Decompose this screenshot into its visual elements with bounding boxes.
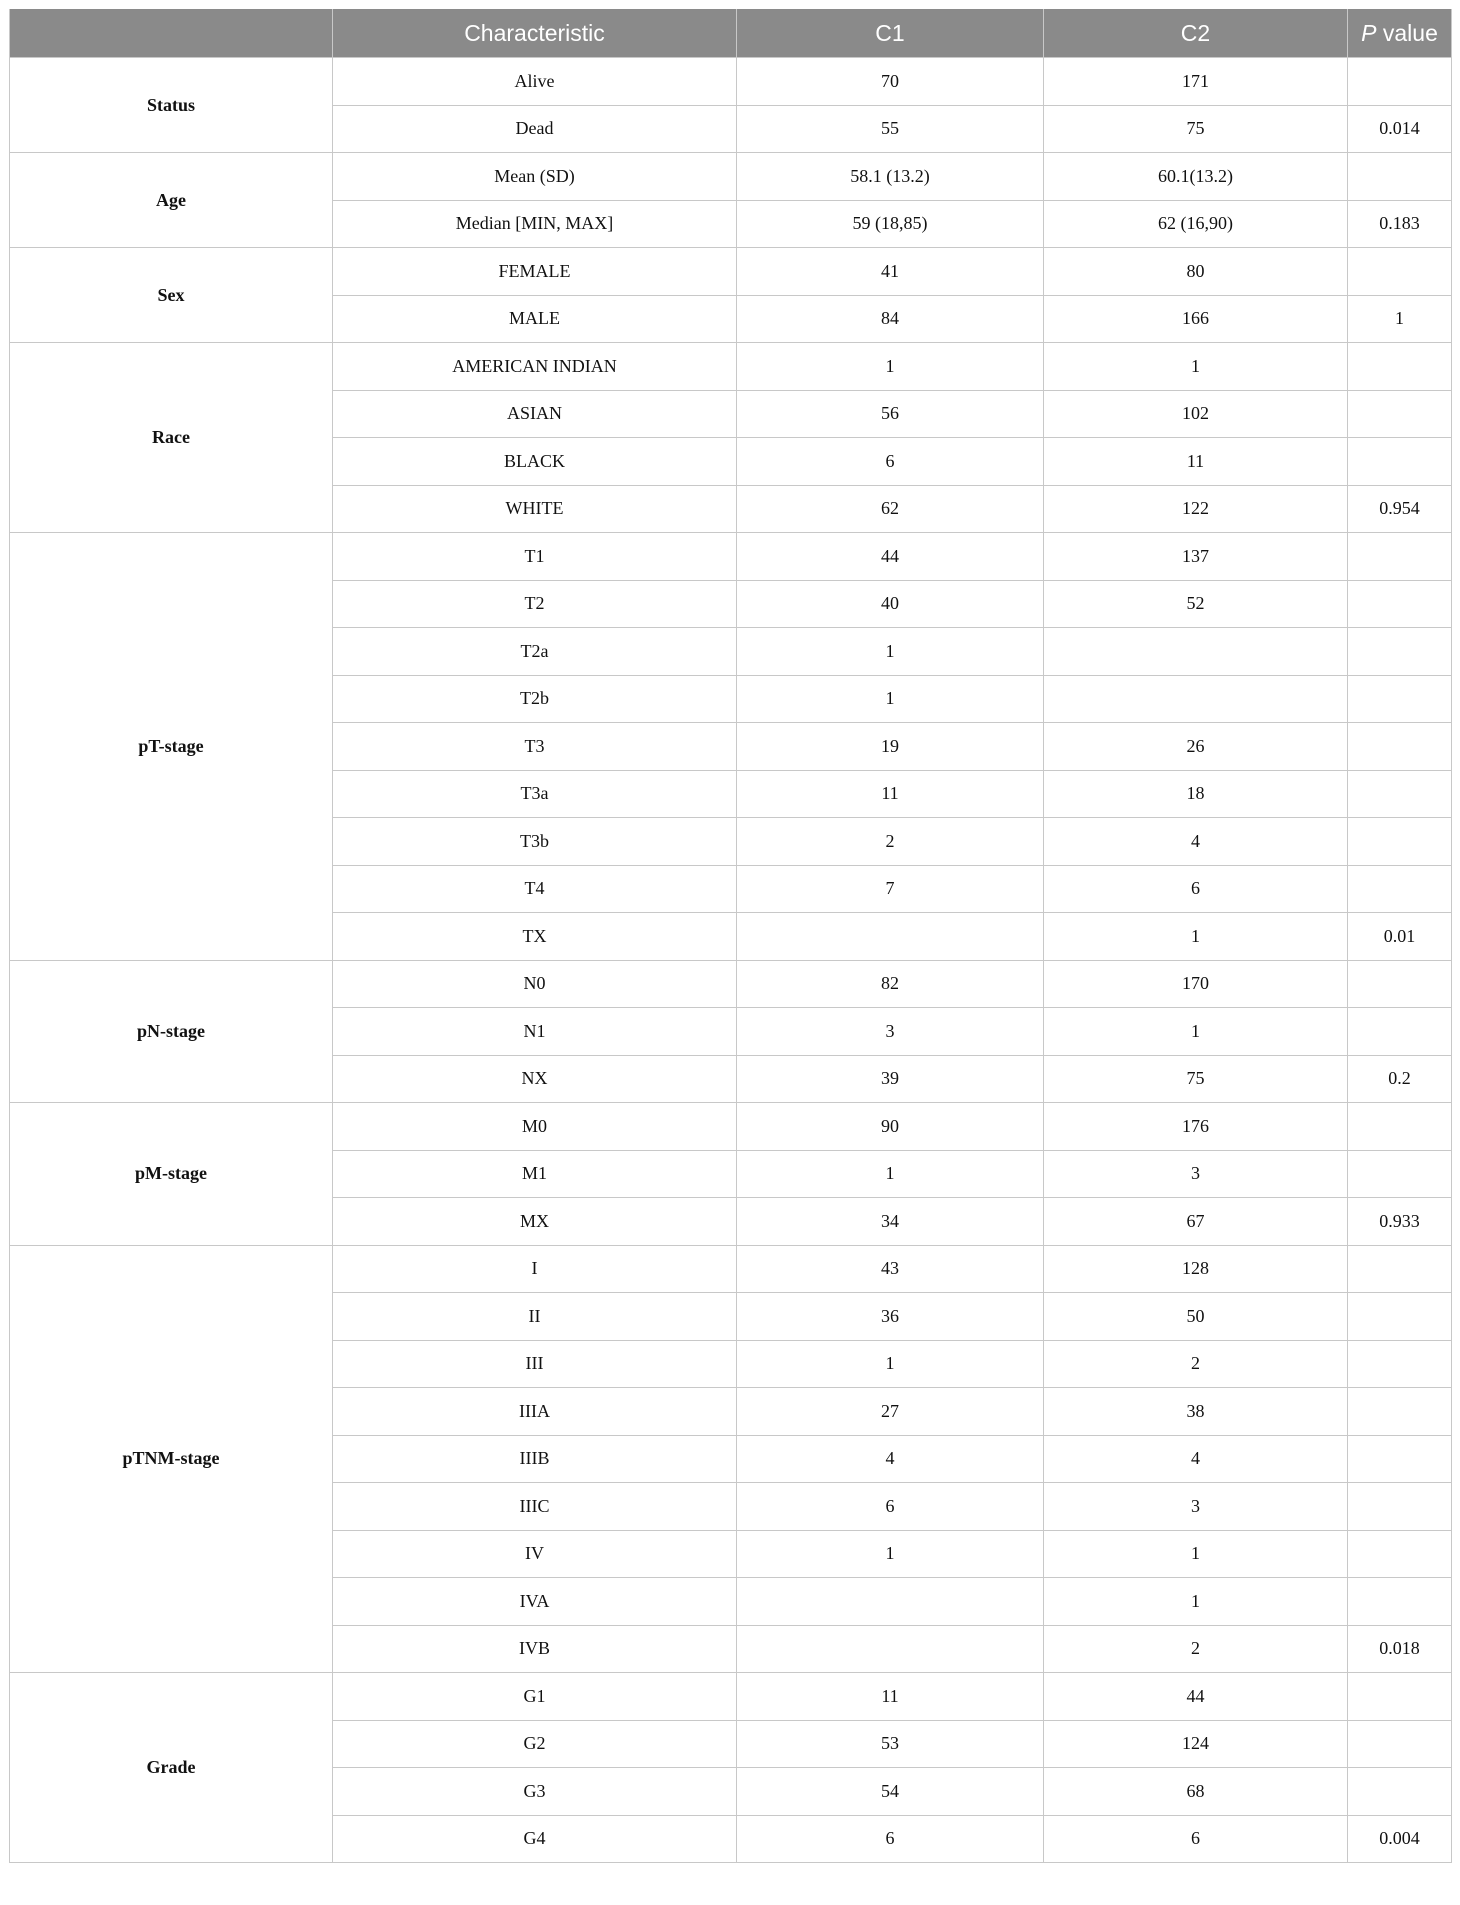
row-label-cell: M0: [333, 1103, 737, 1151]
c1-value-cell: 34: [737, 1198, 1044, 1246]
c1-value-cell: 6: [737, 1815, 1044, 1863]
c1-value-cell: 27: [737, 1388, 1044, 1436]
clinical-characteristics-table: [9, 9, 1452, 1863]
p-value-cell: [1348, 1150, 1452, 1198]
c2-value-cell: 2: [1044, 1625, 1348, 1673]
row-label-cell: G3: [333, 1768, 737, 1816]
header-p-rest: value: [1376, 19, 1438, 46]
row-label-cell: G1: [333, 1673, 737, 1721]
table-body: [10, 58, 1452, 1863]
c2-value-cell: 67: [1044, 1198, 1348, 1246]
p-value-cell: 0.004: [1348, 1815, 1452, 1863]
p-value-cell: [1348, 1293, 1452, 1341]
row-label-cell: BLACK: [333, 438, 737, 486]
c2-value-cell: [1044, 675, 1348, 723]
c1-value-cell: 1: [737, 675, 1044, 723]
c1-value-cell: [737, 1578, 1044, 1626]
c1-value-cell: 1: [737, 343, 1044, 391]
row-label-cell: MALE: [333, 295, 737, 343]
row-label-cell: G2: [333, 1720, 737, 1768]
c2-value-cell: 3: [1044, 1483, 1348, 1531]
c1-value-cell: 4: [737, 1435, 1044, 1483]
c1-value-cell: 6: [737, 1483, 1044, 1531]
c1-value-cell: 40: [737, 580, 1044, 628]
c2-value-cell: 2: [1044, 1340, 1348, 1388]
c2-value-cell: 75: [1044, 105, 1348, 153]
p-value-cell: [1348, 675, 1452, 723]
row-label-cell: FEMALE: [333, 248, 737, 296]
c1-value-cell: 1: [737, 1530, 1044, 1578]
group-label-cell: pT-stage: [10, 533, 333, 961]
row-label-cell: ASIAN: [333, 390, 737, 438]
p-value-cell: [1348, 438, 1452, 486]
c1-value-cell: [737, 913, 1044, 961]
p-value-cell: [1348, 153, 1452, 201]
p-value-cell: [1348, 1720, 1452, 1768]
p-value-cell: [1348, 1530, 1452, 1578]
p-value-cell: [1348, 770, 1452, 818]
p-value-cell: [1348, 1673, 1452, 1721]
c1-value-cell: 70: [737, 58, 1044, 106]
row-label-cell: G4: [333, 1815, 737, 1863]
c2-value-cell: 44: [1044, 1673, 1348, 1721]
c2-value-cell: 137: [1044, 533, 1348, 581]
row-label-cell: N0: [333, 960, 737, 1008]
table-row: [10, 533, 1452, 581]
row-label-cell: WHITE: [333, 485, 737, 533]
p-value-cell: 0.954: [1348, 485, 1452, 533]
c1-value-cell: [737, 1625, 1044, 1673]
row-label-cell: I: [333, 1245, 737, 1293]
header-characteristic: Characteristic: [333, 9, 737, 58]
c2-value-cell: 124: [1044, 1720, 1348, 1768]
p-value-cell: 0.014: [1348, 105, 1452, 153]
c2-value-cell: 4: [1044, 818, 1348, 866]
group-label-cell: Race: [10, 343, 333, 533]
p-value-cell: 0.2: [1348, 1055, 1452, 1103]
group-label-cell: Status: [10, 58, 333, 153]
row-label-cell: IVB: [333, 1625, 737, 1673]
c1-value-cell: 62: [737, 485, 1044, 533]
group-label-cell: pTNM-stage: [10, 1245, 333, 1673]
table-row: [10, 248, 1452, 296]
row-label-cell: Alive: [333, 58, 737, 106]
c1-value-cell: 54: [737, 1768, 1044, 1816]
row-label-cell: IIIA: [333, 1388, 737, 1436]
group-label-cell: pM-stage: [10, 1103, 333, 1246]
c2-value-cell: 166: [1044, 295, 1348, 343]
header-row: [10, 9, 1452, 58]
c2-value-cell: 170: [1044, 960, 1348, 1008]
p-value-cell: [1348, 1483, 1452, 1531]
p-value-cell: 0.933: [1348, 1198, 1452, 1246]
p-value-cell: [1348, 390, 1452, 438]
c1-value-cell: 1: [737, 1340, 1044, 1388]
p-value-cell: [1348, 1388, 1452, 1436]
c2-value-cell: 122: [1044, 485, 1348, 533]
c2-value-cell: 50: [1044, 1293, 1348, 1341]
c2-value-cell: 11: [1044, 438, 1348, 486]
c2-value-cell: 18: [1044, 770, 1348, 818]
row-label-cell: IV: [333, 1530, 737, 1578]
row-label-cell: N1: [333, 1008, 737, 1056]
row-label-cell: IIIC: [333, 1483, 737, 1531]
group-label-cell: Sex: [10, 248, 333, 343]
row-label-cell: TX: [333, 913, 737, 961]
c1-value-cell: 39: [737, 1055, 1044, 1103]
p-value-cell: [1348, 628, 1452, 676]
c1-value-cell: 19: [737, 723, 1044, 771]
p-value-cell: [1348, 343, 1452, 391]
table-row: [10, 1245, 1452, 1293]
p-value-cell: 0.01: [1348, 913, 1452, 961]
p-value-cell: [1348, 1245, 1452, 1293]
c1-value-cell: 82: [737, 960, 1044, 1008]
c2-value-cell: 38: [1044, 1388, 1348, 1436]
c2-value-cell: 3: [1044, 1150, 1348, 1198]
c1-value-cell: 1: [737, 1150, 1044, 1198]
p-value-cell: [1348, 1008, 1452, 1056]
row-label-cell: T2b: [333, 675, 737, 723]
row-label-cell: NX: [333, 1055, 737, 1103]
c1-value-cell: 43: [737, 1245, 1044, 1293]
header-c2: C2: [1044, 9, 1348, 58]
c2-value-cell: 1: [1044, 1578, 1348, 1626]
row-label-cell: II: [333, 1293, 737, 1341]
table-row: [10, 1673, 1452, 1721]
table-row: [10, 153, 1452, 201]
c1-value-cell: 44: [737, 533, 1044, 581]
c1-value-cell: 11: [737, 1673, 1044, 1721]
p-value-cell: 0.018: [1348, 1625, 1452, 1673]
row-label-cell: MX: [333, 1198, 737, 1246]
p-value-cell: [1348, 580, 1452, 628]
p-value-cell: [1348, 248, 1452, 296]
header-p-italic: P: [1361, 19, 1377, 46]
c2-value-cell: 68: [1044, 1768, 1348, 1816]
c2-value-cell: 52: [1044, 580, 1348, 628]
row-label-cell: T3a: [333, 770, 737, 818]
p-value-cell: [1348, 865, 1452, 913]
clinical-characteristics-table-container: [9, 9, 1451, 1863]
p-value-cell: [1348, 1435, 1452, 1483]
c1-value-cell: 59 (18,85): [737, 200, 1044, 248]
p-value-cell: [1348, 1578, 1452, 1626]
c2-value-cell: 176: [1044, 1103, 1348, 1151]
c2-value-cell: 6: [1044, 865, 1348, 913]
p-value-cell: [1348, 1340, 1452, 1388]
group-label-cell: Age: [10, 153, 333, 248]
c1-value-cell: 6: [737, 438, 1044, 486]
row-label-cell: T2: [333, 580, 737, 628]
c2-value-cell: 1: [1044, 913, 1348, 961]
row-label-cell: AMERICAN INDIAN: [333, 343, 737, 391]
row-label-cell: T3: [333, 723, 737, 771]
row-label-cell: IIIB: [333, 1435, 737, 1483]
c1-value-cell: 58.1 (13.2): [737, 153, 1044, 201]
row-label-cell: III: [333, 1340, 737, 1388]
row-label-cell: Mean (SD): [333, 153, 737, 201]
p-value-cell: 0.183: [1348, 200, 1452, 248]
p-value-cell: [1348, 723, 1452, 771]
p-value-cell: [1348, 533, 1452, 581]
group-label-cell: Grade: [10, 1673, 333, 1863]
c2-value-cell: 60.1(13.2): [1044, 153, 1348, 201]
table-row: [10, 58, 1452, 106]
row-label-cell: T1: [333, 533, 737, 581]
group-label-cell: pN-stage: [10, 960, 333, 1103]
row-label-cell: T3b: [333, 818, 737, 866]
c1-value-cell: 53: [737, 1720, 1044, 1768]
c2-value-cell: 171: [1044, 58, 1348, 106]
p-value-cell: 1: [1348, 295, 1452, 343]
c1-value-cell: 36: [737, 1293, 1044, 1341]
p-value-cell: [1348, 818, 1452, 866]
c1-value-cell: 11: [737, 770, 1044, 818]
p-value-cell: [1348, 1768, 1452, 1816]
c1-value-cell: 84: [737, 295, 1044, 343]
c2-value-cell: 4: [1044, 1435, 1348, 1483]
c2-value-cell: 1: [1044, 1008, 1348, 1056]
c1-value-cell: 1: [737, 628, 1044, 676]
c1-value-cell: 3: [737, 1008, 1044, 1056]
c2-value-cell: 128: [1044, 1245, 1348, 1293]
table-row: [10, 960, 1452, 1008]
c1-value-cell: 2: [737, 818, 1044, 866]
c2-value-cell: 1: [1044, 1530, 1348, 1578]
c2-value-cell: 102: [1044, 390, 1348, 438]
p-value-cell: [1348, 58, 1452, 106]
table-row: [10, 343, 1452, 391]
c2-value-cell: 1: [1044, 343, 1348, 391]
c2-value-cell: 75: [1044, 1055, 1348, 1103]
c1-value-cell: 41: [737, 248, 1044, 296]
header-c1: C1: [737, 9, 1044, 58]
row-label-cell: T4: [333, 865, 737, 913]
p-value-cell: [1348, 960, 1452, 1008]
c1-value-cell: 55: [737, 105, 1044, 153]
row-label-cell: Median [MIN, MAX]: [333, 200, 737, 248]
table-row: [10, 1103, 1452, 1151]
c1-value-cell: 7: [737, 865, 1044, 913]
c2-value-cell: 80: [1044, 248, 1348, 296]
c2-value-cell: [1044, 628, 1348, 676]
row-label-cell: T2a: [333, 628, 737, 676]
header-group-cell: [10, 9, 333, 58]
c2-value-cell: 6: [1044, 1815, 1348, 1863]
c2-value-cell: 26: [1044, 723, 1348, 771]
row-label-cell: M1: [333, 1150, 737, 1198]
c1-value-cell: 90: [737, 1103, 1044, 1151]
c2-value-cell: 62 (16,90): [1044, 200, 1348, 248]
header-p-value: [1348, 9, 1452, 58]
c1-value-cell: 56: [737, 390, 1044, 438]
row-label-cell: Dead: [333, 105, 737, 153]
row-label-cell: IVA: [333, 1578, 737, 1626]
p-value-cell: [1348, 1103, 1452, 1151]
